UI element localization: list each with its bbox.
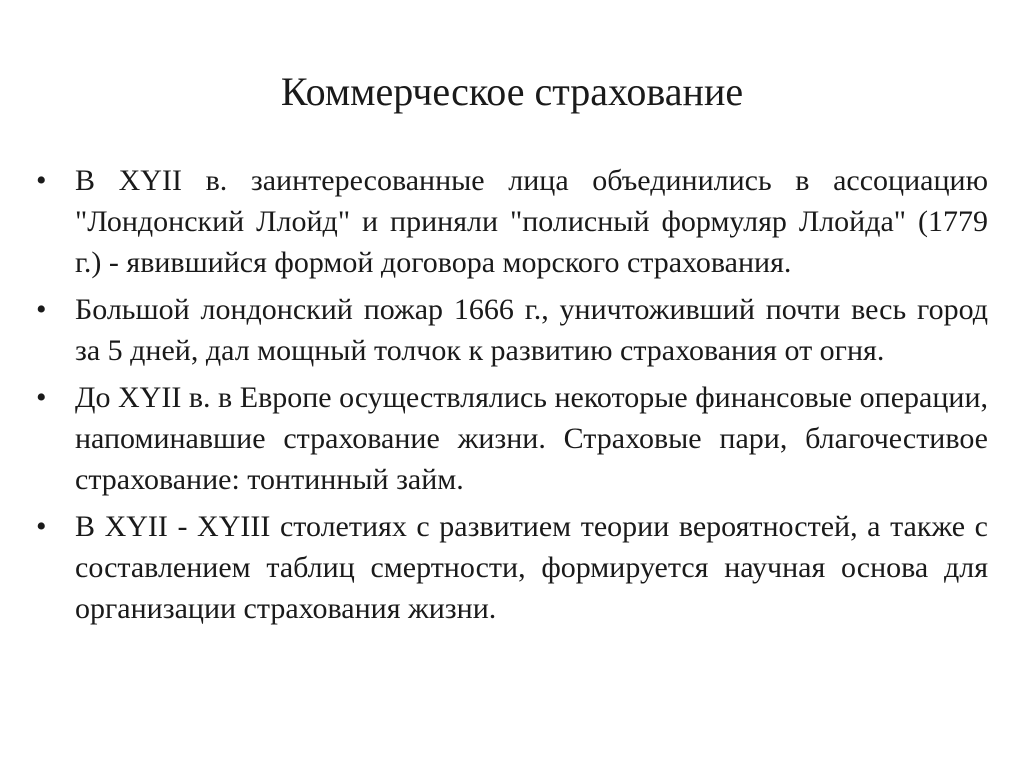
bullet-item bbox=[36, 160, 988, 283]
slide-title: Коммерческое страхование bbox=[280, 69, 744, 114]
bullet-text: До XYII в. в Европе осуществлялись некоторые финансовые операции, напоминавшие страхование жизни. Страховые пари, благочестивое страхование: тонтинный займ. bbox=[75, 381, 988, 496]
bullet-item bbox=[36, 506, 988, 629]
bullet-dot-icon: • bbox=[36, 293, 47, 326]
bullet-text: В XYII в. заинтересованные лица объединились в ассоциацию "Лондонский Ллойд" и приняли "полисный формуляр Ллойда" (1779 г.) - явившийся формой договора морского страхования. bbox=[75, 164, 988, 279]
bullet-text: Большой лондонский пожар 1666 г., уничтоживший почти весь город за 5 дней, дал мощный толчок к развитию страхования от огня. bbox=[75, 293, 988, 367]
bullet-item bbox=[36, 289, 988, 371]
bullet-dot-icon: • bbox=[36, 510, 47, 543]
bullet-dot-icon: • bbox=[36, 381, 47, 414]
bullet-dot-icon: • bbox=[36, 164, 47, 197]
bullet-item bbox=[36, 377, 988, 500]
bullet-list bbox=[36, 160, 988, 635]
bullet-text: В XYII - XYIII столетиях с развитием теории вероятностей, а также с составлением таблиц смертности, формируется научная основа для организации страхования жизни. bbox=[75, 510, 988, 625]
